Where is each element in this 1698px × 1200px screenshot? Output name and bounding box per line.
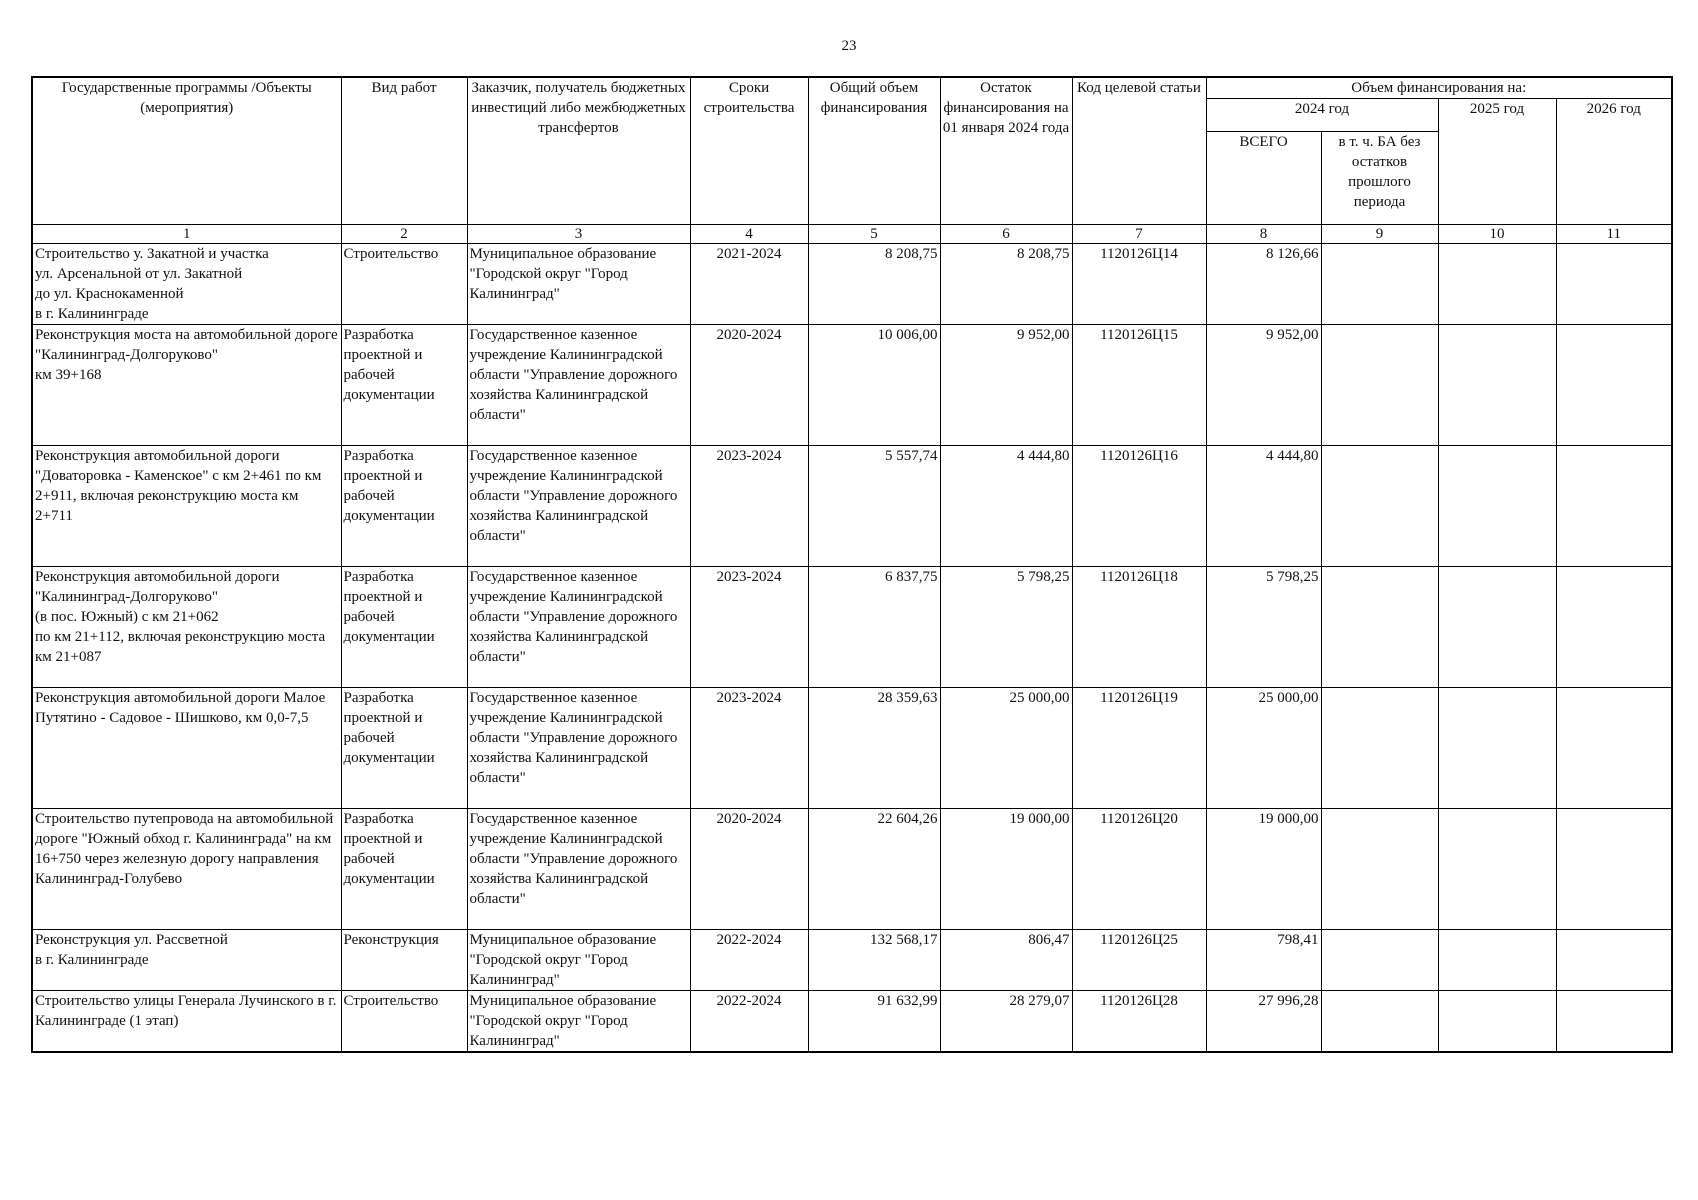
cell-remainder: 19 000,00 <box>940 809 1072 930</box>
cell-remainder: 28 279,07 <box>940 991 1072 1053</box>
column-number: 1 <box>32 225 341 244</box>
cell-2026 <box>1556 809 1672 930</box>
cell-code: 1120126Ц14 <box>1072 244 1206 325</box>
cell-terms: 2022-2024 <box>690 930 808 991</box>
cell-total-volume: 91 632,99 <box>808 991 940 1053</box>
cell-code: 1120126Ц18 <box>1072 567 1206 688</box>
cell-work-type: Разработка проектной и рабочей документации <box>341 446 467 567</box>
table-row <box>32 930 1672 991</box>
cell-total-volume: 132 568,17 <box>808 930 940 991</box>
table-body <box>32 244 1672 1053</box>
cell-2025 <box>1438 930 1556 991</box>
column-number: 7 <box>1072 225 1206 244</box>
cell-2026 <box>1556 244 1672 325</box>
column-number: 9 <box>1321 225 1438 244</box>
header-total-volume: Общий объем финансирования <box>808 77 940 225</box>
header-programs: Государственные программы /Объекты (мероприятия) <box>32 77 341 225</box>
cell-total-volume: 8 208,75 <box>808 244 940 325</box>
cell-ba-2024 <box>1321 567 1438 688</box>
cell-ba-2024 <box>1321 325 1438 446</box>
table-row <box>32 567 1672 688</box>
cell-code: 1120126Ц25 <box>1072 930 1206 991</box>
table-row <box>32 688 1672 809</box>
cell-code: 1120126Ц20 <box>1072 809 1206 930</box>
cell-2025 <box>1438 325 1556 446</box>
column-number: 5 <box>808 225 940 244</box>
cell-object: Реконструкция автомобильной дороги "Калининград-Долгоруково" (в пос. Южный) с км 21+062 по км 21+112, включая реконструкцию моста км 21+087 <box>32 567 341 688</box>
cell-customer: Государственное казенное учреждение Калининградской области "Управление дорожного хозяйства Калининградской области" <box>467 688 690 809</box>
page-number: 23 <box>841 38 857 54</box>
header-year-2025: 2025 год <box>1438 99 1556 225</box>
cell-customer: Муниципальное образование "Городской округ "Город Калининград" <box>467 244 690 325</box>
cell-terms: 2023-2024 <box>690 688 808 809</box>
cell-2026 <box>1556 991 1672 1053</box>
cell-total-2024: 5 798,25 <box>1206 567 1321 688</box>
cell-2025 <box>1438 244 1556 325</box>
cell-terms: 2021-2024 <box>690 244 808 325</box>
cell-work-type: Разработка проектной и рабочей документации <box>341 567 467 688</box>
cell-object: Строительство улицы Генерала Лучинского в г. Калининграде (1 этап) <box>32 991 341 1053</box>
header-funding: Объем финансирования на: <box>1206 77 1672 99</box>
header-year-2024: 2024 год <box>1206 99 1438 132</box>
cell-total-2024: 8 126,66 <box>1206 244 1321 325</box>
table-row <box>32 991 1672 1053</box>
cell-2026 <box>1556 930 1672 991</box>
cell-code: 1120126Ц28 <box>1072 991 1206 1053</box>
cell-object: Реконструкция автомобильной дороги Малое Путятино - Садовое - Шишково, км 0,0-7,5 <box>32 688 341 809</box>
cell-remainder: 4 444,80 <box>940 446 1072 567</box>
cell-total-volume: 6 837,75 <box>808 567 940 688</box>
cell-code: 1120126Ц16 <box>1072 446 1206 567</box>
cell-2025 <box>1438 688 1556 809</box>
column-number: 10 <box>1438 225 1556 244</box>
cell-2026 <box>1556 446 1672 567</box>
cell-ba-2024 <box>1321 446 1438 567</box>
cell-remainder: 25 000,00 <box>940 688 1072 809</box>
cell-work-type: Разработка проектной и рабочей документации <box>341 325 467 446</box>
cell-total-2024: 27 996,28 <box>1206 991 1321 1053</box>
cell-remainder: 806,47 <box>940 930 1072 991</box>
cell-2026 <box>1556 567 1672 688</box>
cell-customer: Государственное казенное учреждение Калининградской области "Управление дорожного хозяйства Калининградской области" <box>467 809 690 930</box>
cell-object: Реконструкция моста на автомобильной дороге "Калининград-Долгоруково" км 39+168 <box>32 325 341 446</box>
cell-work-type: Реконструкция <box>341 930 467 991</box>
table-row <box>32 244 1672 325</box>
financing-table <box>31 76 1673 1053</box>
cell-ba-2024 <box>1321 930 1438 991</box>
cell-work-type: Строительство <box>341 991 467 1053</box>
cell-remainder: 9 952,00 <box>940 325 1072 446</box>
cell-ba-2024 <box>1321 991 1438 1053</box>
column-numbers-row <box>32 225 1672 244</box>
cell-terms: 2023-2024 <box>690 446 808 567</box>
header-remainder: Остаток финансирования на 01 января 2024 года <box>940 77 1072 225</box>
column-number: 6 <box>940 225 1072 244</box>
cell-terms: 2020-2024 <box>690 325 808 446</box>
cell-remainder: 5 798,25 <box>940 567 1072 688</box>
column-number: 4 <box>690 225 808 244</box>
header-work-type: Вид работ <box>341 77 467 225</box>
cell-total-2024: 25 000,00 <box>1206 688 1321 809</box>
cell-total-2024: 4 444,80 <box>1206 446 1321 567</box>
cell-terms: 2020-2024 <box>690 809 808 930</box>
cell-2026 <box>1556 688 1672 809</box>
cell-total-volume: 5 557,74 <box>808 446 940 567</box>
cell-ba-2024 <box>1321 688 1438 809</box>
cell-2026 <box>1556 325 1672 446</box>
cell-2025 <box>1438 809 1556 930</box>
cell-2025 <box>1438 991 1556 1053</box>
cell-remainder: 8 208,75 <box>940 244 1072 325</box>
header-total-2024: ВСЕГО <box>1206 132 1321 225</box>
table-row <box>32 809 1672 930</box>
cell-ba-2024 <box>1321 244 1438 325</box>
cell-customer: Муниципальное образование "Городской округ "Город Калининград" <box>467 991 690 1053</box>
cell-customer: Государственное казенное учреждение Калининградской области "Управление дорожного хозяйства Калининградской области" <box>467 325 690 446</box>
cell-code: 1120126Ц19 <box>1072 688 1206 809</box>
header-terms: Сроки строительства <box>690 77 808 225</box>
cell-object: Строительство у. Закатной и участка ул. Арсенальной от ул. Закатной до ул. Краснокаменной в г. Калининграде <box>32 244 341 325</box>
cell-terms: 2022-2024 <box>690 991 808 1053</box>
table-row <box>32 446 1672 567</box>
table-row <box>32 325 1672 446</box>
cell-ba-2024 <box>1321 809 1438 930</box>
cell-total-volume: 10 006,00 <box>808 325 940 446</box>
column-number: 8 <box>1206 225 1321 244</box>
header-customer: Заказчик, получатель бюджетных инвестиций либо межбюджетных трансфертов <box>467 77 690 225</box>
cell-2025 <box>1438 446 1556 567</box>
cell-code: 1120126Ц15 <box>1072 325 1206 446</box>
cell-customer: Государственное казенное учреждение Калининградской области "Управление дорожного хозяйства Калининградской области" <box>467 446 690 567</box>
cell-total-2024: 19 000,00 <box>1206 809 1321 930</box>
cell-object: Реконструкция ул. Рассветной в г. Калининграде <box>32 930 341 991</box>
cell-total-2024: 9 952,00 <box>1206 325 1321 446</box>
header-ba-2024: в т. ч. БА без остатков прошлого периода <box>1321 132 1438 225</box>
column-number: 11 <box>1556 225 1672 244</box>
cell-work-type: Строительство <box>341 244 467 325</box>
cell-object: Реконструкция автомобильной дороги "Доваторовка - Каменское" с км 2+461 по км 2+911, включая реконструкцию моста км 2+711 <box>32 446 341 567</box>
cell-customer: Государственное казенное учреждение Калининградской области "Управление дорожного хозяйства Калининградской области" <box>467 567 690 688</box>
column-number: 3 <box>467 225 690 244</box>
cell-total-volume: 28 359,63 <box>808 688 940 809</box>
cell-work-type: Разработка проектной и рабочей документации <box>341 809 467 930</box>
cell-work-type: Разработка проектной и рабочей документации <box>341 688 467 809</box>
cell-total-volume: 22 604,26 <box>808 809 940 930</box>
cell-object: Строительство путепровода на автомобильной дороге "Южный обход г. Калининграда" на км 16+750 через железную дорогу направления Калининград-Голубево <box>32 809 341 930</box>
cell-2025 <box>1438 567 1556 688</box>
header-year-2026: 2026 год <box>1556 99 1672 225</box>
cell-customer: Муниципальное образование "Городской округ "Город Калининград" <box>467 930 690 991</box>
header-code: Код целевой статьи <box>1072 77 1206 225</box>
cell-total-2024: 798,41 <box>1206 930 1321 991</box>
cell-terms: 2023-2024 <box>690 567 808 688</box>
column-number: 2 <box>341 225 467 244</box>
